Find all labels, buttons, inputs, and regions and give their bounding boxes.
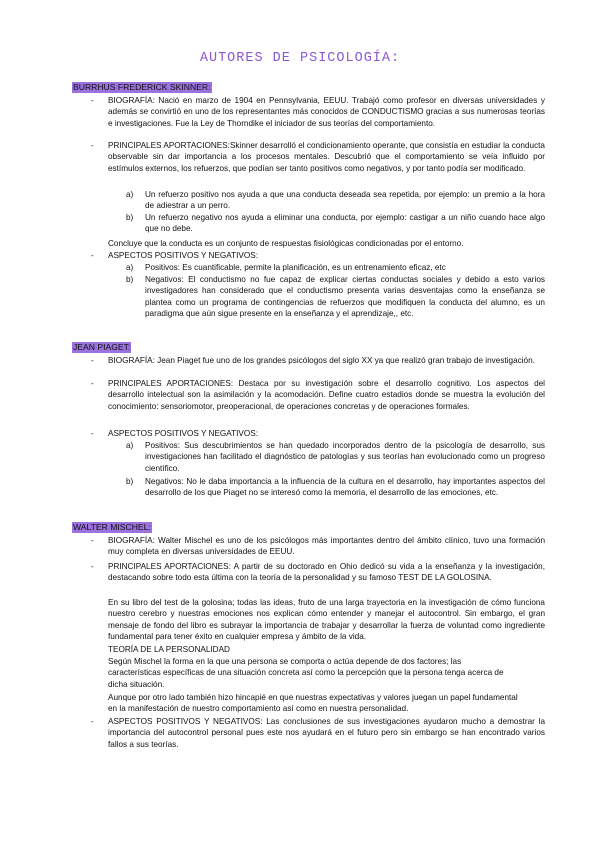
skinner-aspectos: ASPECTOS POSITIVOS Y NEGATIVOS: [108, 251, 258, 260]
bullet-dash: - [91, 562, 94, 571]
bullet-dash: - [91, 96, 94, 105]
skinner-aportes: PRINCIPALES APORTACIONES:Skinner desarrolló el condicionamiento operante, que consistía en estudiar la conducta observable sin dar importancia a los procesos mentales. Descubrió que el comportamiento se veía influido por estímulos externos, los refuerzos, que podían ser tanto positivos como negativos, y por tanto podía ser modificado. [108, 141, 545, 173]
mischel-aportes: PRINCIPALES APORTACIONES: A partir de su doctorado en Ohio dedicó su vida a la enseñanza y la investigación, destacando sobre todo esta última con la teoría de la personalidad y su famoso TEST DE LA GOLOSINA. [108, 562, 545, 583]
skinner-negativos: Negativos: El conductismo no fue capaz de explicar ciertas conductas sociales y debido a esto varios investigadores han considerado que el conductismo presenta varias desventajas como la enseñanza se plantea como un programa de contingencias de refuerzos que modifiquen la conducta del alumno, es un paradigma que aún sigue presente en la enseñanza y el aprendizaje,, etc. [145, 275, 545, 319]
bullet-dash: - [91, 379, 94, 388]
piaget-aportes: PRINCIPALES APORTACIONES: Destaca por su investigación sobre el desarrollo cognitivo. Los aspectos del desarrollo intelectual son la asimilación y la acomodación. Define cuatro estadios donde se muestra la evolución del conocimiento: sensoriomotor, preoperacional, de operaciones concretas y de operaciones formales. [108, 379, 545, 411]
piaget-negativos: Negativos: No le daba importancia a la influencia de la cultura en el desarrollo, hay importantes aspectos del desarrollo de los que Piaget no se interesó como la memoria, el desarrollo de las emociones, etc. [145, 477, 545, 498]
piaget-bio: BIOGRAFÍA: Jean Piaget fue uno de los grandes psicólogos del siglo XX ya que realizó gran trabajo de investigación. [108, 356, 535, 365]
item-label-a: a) [126, 190, 134, 199]
page-title: AUTORES DE PSICOLOGÍA: [199, 51, 401, 66]
heading-piaget: JEAN PIAGET: [73, 342, 131, 352]
bullet-dash: - [91, 717, 94, 726]
mischel-ademas: Aunque por otro lado también hizo hincapié en que nuestras expectativas y valores juegan un papel fundamental en la manifestación de nuestro comportamiento así como en nuestra personalidad. [108, 693, 518, 714]
piaget-positivos: Positivos: Sus descubrimientos se han quedado incorporados dentro de la psicología de desarrollo, sus investigaciones han facilitado el diagnóstico de patologías y sus teorías han evolucionado como un progreso científico. [145, 441, 545, 473]
bullet-dash: - [91, 356, 94, 365]
mischel-aspectos: ASPECTOS POSITIVOS Y NEGATIVOS: Las conclusiones de sus investigaciones ayudaron mucho a demostrar la importancia del autocontrol personal pues este nos ayudará en el futuro pero sin embargo se han encontrado varios fallos a sus teorías. [108, 717, 545, 749]
item-label-b: b) [126, 477, 134, 486]
skinner-positivos: Positivos: Es cuantificable, permite la planificación, es un entrenamiento eficaz, etc [145, 263, 446, 272]
piaget-aspectos: ASPECTOS POSITIVOS Y NEGATIVOS: [108, 429, 258, 438]
skinner-conclusion: Concluye que la conducta es un conjunto de respuestas fisiológicas condicionadas por el entorno. [108, 239, 464, 248]
item-label-a: a) [126, 263, 134, 272]
heading-mischel: WALTER MISCHEL: [73, 522, 151, 532]
bullet-dash: - [91, 141, 94, 150]
bullet-dash: - [91, 251, 94, 260]
mischel-libro: En su libro del test de la golosina; todas las ideas, fruto de una larga trayectoria en la investigación de cómo funciona nuestro cerebro y nuestras emociones nos explican cómo entender y manejar el autocontrol. Sin embargo, el gran mensaje de fondo del libro es subrayar la importancia de trabajar y desarrollar la fuerza de voluntad como ingrediente fundamental para tener éxito en cualquier empresa y ámbito de la vida. [108, 598, 545, 642]
mischel-teoria: Según Mischel la forma en la que una persona se comporta o actúa depende de dos factores; las características específicas de una situación concreta así como la percepción que la persona tenga acerca de dicha situación. [108, 657, 504, 689]
skinner-refuerzo-negativo: Un refuerzo negativo nos ayuda a eliminar una conducta, por ejemplo: castigar a un niño cuando hace algo que no debe. [145, 213, 545, 234]
skinner-bio: BIOGRAFÍA: Nació en marzo de 1904 en Pennsylvania, EEUU. Trabajó como profesor en diversas universidades y además se convirtió en uno de los representantes más conocidos de CONDUCTISMO gracias a sus numerosas teorías e investigaciones. Fue la Ley de Thorndike el iniciador de sus teorías del comportamiento. [108, 96, 545, 128]
heading-skinner: BURRHUS FREDERICK SKINNER: [73, 82, 211, 92]
item-label-b: b) [126, 213, 134, 222]
bullet-dash: - [91, 429, 94, 438]
bullet-dash: - [91, 536, 94, 545]
skinner-refuerzo-positivo: Un refuerzo positivo nos ayuda a que una conducta deseada sea repetida, por ejemplo: un premio a la hora de adiestrar a un perro. [145, 190, 545, 211]
item-label-b: b) [126, 275, 134, 284]
item-label-a: a) [126, 441, 134, 450]
mischel-teoria-title: TEORÍA DE LA PERSONALIDAD [108, 645, 230, 654]
mischel-bio: BIOGRAFÍA: Walter Mischel es uno de los psicólogos más importantes dentro del ámbito clínico, tuvo una formación muy completa en diversas universidades de EEUU. [108, 536, 545, 557]
